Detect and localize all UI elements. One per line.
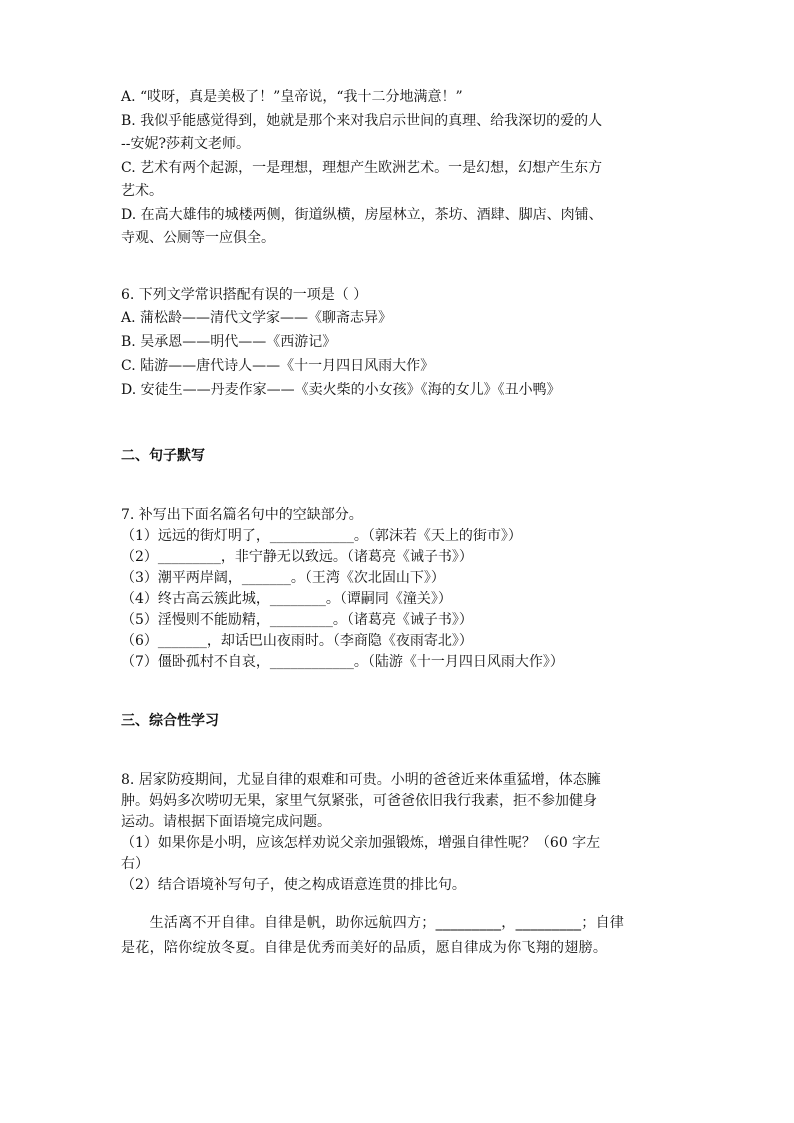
q6-option-c: C. 陆游——唐代诗人——《十一月四日风雨大作》 (121, 358, 435, 374)
q8-line-2: 肿。妈妈多次唠叨无果，家里气氛紧张，可爸爸依旧我行我素，拒不参加健身 (121, 793, 597, 809)
q5-option-b-line1: B. 我似乎能感觉得到，她就是那个来对我启示世间的真理、给我深切的爱的人 (121, 113, 603, 129)
q7-item-5: （5）淫慢则不能励精，_________。（诸葛亮《诫子书》） (121, 612, 473, 628)
q5-option-c-line1: C. 艺术有两个起源，一是理想，理想产生欧洲艺术。一是幻想，幻想产生东方 (121, 160, 603, 176)
q7-stem: 7. 补写出下面名篇名句中的空缺部分。 (121, 507, 363, 523)
q6-stem: 6. 下列文学常识搭配有误的一项是（ ） (121, 287, 368, 303)
q7-item-7: （7）僵卧孤村不自哀，____________。（陆游《十一月四日风雨大作》） (121, 654, 564, 670)
q5-option-a: A. “哎呀，真是美极了！”皇帝说，“我十二分地满意！” (121, 89, 463, 105)
q7-item-3: （3）潮平两岸阔，_______。（王湾《次北固山下》） (121, 570, 445, 586)
q8-line-6: （2）结合语境补写句子，使之构成语意连贯的排比句。 (121, 877, 466, 893)
q7-item-6: （6）_______，却话巴山夜雨时。（李商隐《夜雨寄北》） (121, 633, 473, 649)
q5-option-d-line2: 寺观、公厕等一应俱全。 (121, 230, 275, 246)
q8-line-4: （1）如果你是小明，应该怎样劝说父亲加强锻炼，增强自律性呢？（60 字左 (121, 835, 601, 851)
q8-line-1: 8. 居家防疫期间，尤显自律的艰难和可贵。小明的爸爸近来体重猛增，体态臃 (121, 772, 601, 788)
q5-option-c-line2: 艺术。 (121, 183, 163, 199)
section2-heading: 二、句子默写 (121, 448, 205, 464)
q8-line-5: 右） (121, 856, 149, 872)
q6-option-a: A. 蒲松龄——清代文学家——《聊斋志异》 (121, 310, 393, 326)
section3-heading: 三、综合性学习 (121, 713, 219, 729)
passage-line-1: 生活离不开自律。自律是帆，助你远航四方；_________，_________；自律 (121, 915, 625, 931)
q8-line-3: 运动。请根据下面语境完成问题。 (121, 814, 331, 830)
q7-item-4: （4）终古高云簇此城，________。（谭嗣同《潼关》） (121, 591, 452, 607)
q7-item-1: （1）远远的街灯明了，____________。（郭沫若《天上的街市》） (121, 528, 522, 544)
passage-line-2: 是花，陪你绽放冬夏。自律是优秀而美好的品质，愿自律成为你飞翔的翅膀。 (121, 940, 608, 956)
q5-option-d-line1: D. 在高大雄伟的城楼两侧，街道纵横，房屋林立，茶坊、酒肆、脚店、肉铺、 (121, 207, 603, 223)
q6-option-d: D. 安徒生——丹麦作家——《卖火柴的小女孩》《海的女儿》《丑小鸭》 (121, 382, 561, 398)
q7-item-2: （2）_________，非宁静无以致远。（诸葛亮《诫子书》） (121, 549, 473, 565)
q6-option-b: B. 吴承恩——明代——《西游记》 (121, 334, 337, 350)
q5-option-b-line2: --安妮?莎莉文老师。 (121, 136, 250, 152)
